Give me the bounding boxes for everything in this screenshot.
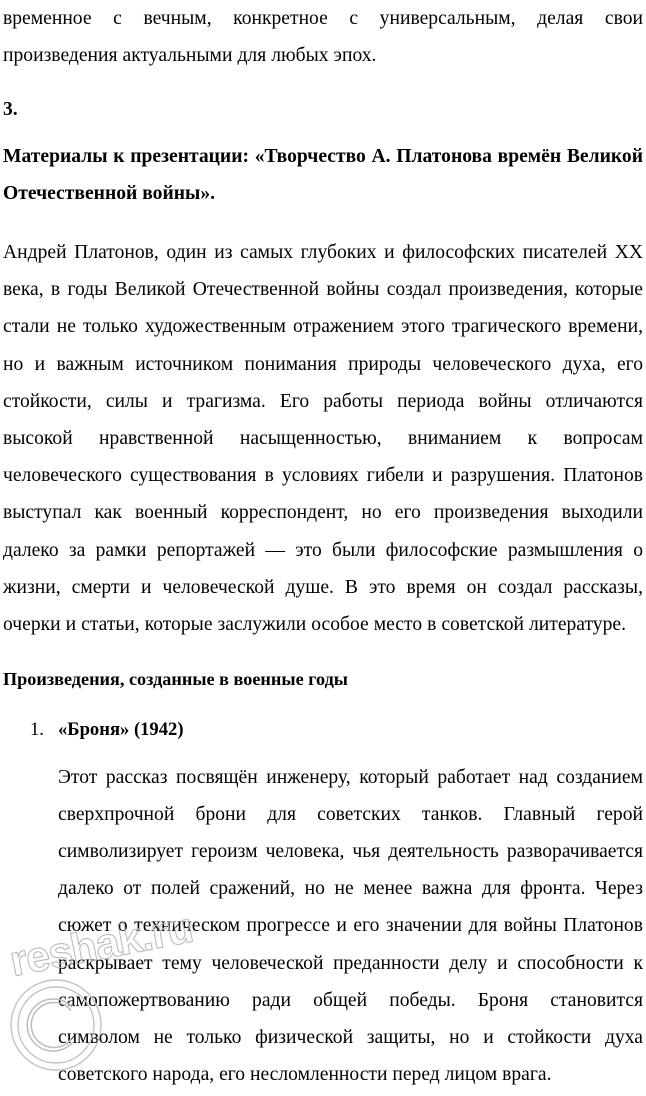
section-heading: Материалы к презентации: «Творчество А. Платонова времён Великой Отечественной войны».	[3, 145, 643, 204]
continued-paragraph: временное с вечным, конкретное с универсальным, делая свои произведения актуальными для любых эпох.	[3, 8, 643, 67]
works-subheading: Произведения, созданные в военные годы	[3, 669, 348, 690]
body-paragraph: Андрей Платонов, один из самых глубоких и философских писателей XX века, в годы Великой Отечественной войны создал произведения, которые стали не только художественным отражением этого трагического времени, но и важным источником понимания природы человеческого духа, его стойкости, силы и трагизма. Его работы периода войны отличаются высокой нравственной насыщенностью, вниманием к вопросам человеческого существования в условиях гибели и разрушения. Платонов выступал как военный корреспондент, но его произведения выходили далеко за рамки репортажей — это были философские размышления о жизни, смерти и человеческой душе. В это время он создал рассказы, очерки и статьи, которые заслужили особое место в советской литературе.	[3, 242, 643, 636]
work-description: Этот рассказ посвящён инженеру, который работает над созданием сверхпрочной брони для советских танков. Главный герой символизирует героизм человека, чья деятельность разворачивается далеко от полей сражений, но не менее важна для фронта. Через сюжет о техническом прогрессе и его значении для войны Платонов раскрывает тему человеческой преданности делу и способности к самопожертвованию ради общей победы. Броня становится символом не только физической защиты, но и стойкости духа советского народа, его несломленности перед лицом врага.	[58, 766, 643, 1086]
work-title-row	[3, 711, 643, 748]
watermark-text: reshak.ru	[6, 903, 197, 987]
body-block	[3, 212, 643, 643]
list-item	[3, 698, 643, 1093]
section-number: 3.	[3, 99, 18, 121]
works-list	[3, 698, 643, 1093]
list-marker: 1.	[30, 719, 44, 741]
work-title: «Броня» (1942)	[58, 719, 184, 741]
